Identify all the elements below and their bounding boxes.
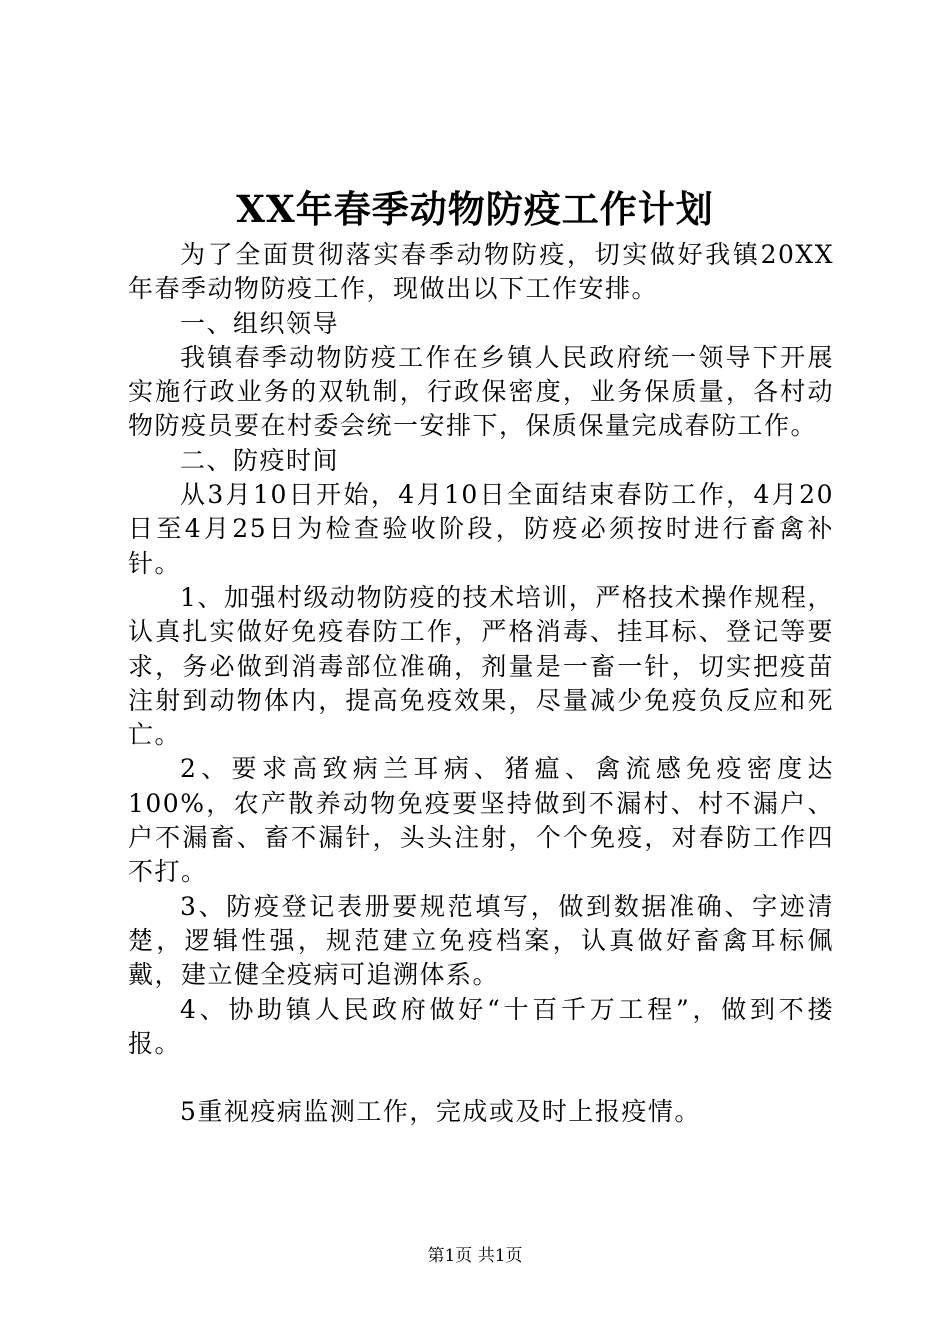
section-heading-organization: 一、组织领导 xyxy=(180,308,340,338)
item-1-paragraph: 1、加强村级动物防疫的技术培训，严格技术操作规程，认真扎实做好免疫春防工作，严格消毒、挂耳标、登记等要求，务必做到消毒部位准确，剂量是一畜一针，切实把疫苗注射到动物体内，提高免疫效果，尽量减少免疫负反应和死亡。 xyxy=(128,582,834,750)
section-heading-schedule: 二、防疫时间 xyxy=(180,445,340,475)
document-body xyxy=(128,238,834,1129)
item-5-paragraph: 5重视疫病监测工作，完成或及时上报疫情。 xyxy=(180,1097,701,1127)
item-3-paragraph: 3、防疫登记表册要规范填写，做到数据准确、字迹清楚，逻辑性强，规范建立免疫档案，认真做好畜禽耳标佩戴，建立健全疫病可追溯体系。 xyxy=(128,891,834,990)
schedule-paragraph: 从3月10日开始，4月10日全面结束春防工作，4月20日至4月25日为检查验收阶段，防疫必须按时进行畜禽补针。 xyxy=(128,480,834,578)
document-title: XX年春季动物防疫工作计划 xyxy=(236,187,714,231)
item-2-paragraph: 2、要求高致病兰耳病、猪瘟、禽流感免疫密度达100%，农产散养动物免疫要坚持做到不漏村、村不漏户、户不漏畜、畜不漏针，头头注射，个个免疫，对春防工作四不打。 xyxy=(128,754,834,887)
organization-paragraph: 我镇春季动物防疫工作在乡镇人民政府统一领导下开展实施行政业务的双轨制，行政保密度，业务保质量，各村动物防疫员要在村委会统一安排下，保质保量完成春防工作。 xyxy=(128,342,834,441)
page-footer: 第1页 共1页 xyxy=(427,1246,523,1266)
item-4-paragraph: 4、协助镇人民政府做好“十百千万工程”，做到不搂报。 xyxy=(128,994,834,1058)
intro-paragraph: 为了全面贯彻落实春季动物防疫，切实做好我镇20XX年春季动物防疫工作，现做出以下工作安排。 xyxy=(128,240,834,304)
